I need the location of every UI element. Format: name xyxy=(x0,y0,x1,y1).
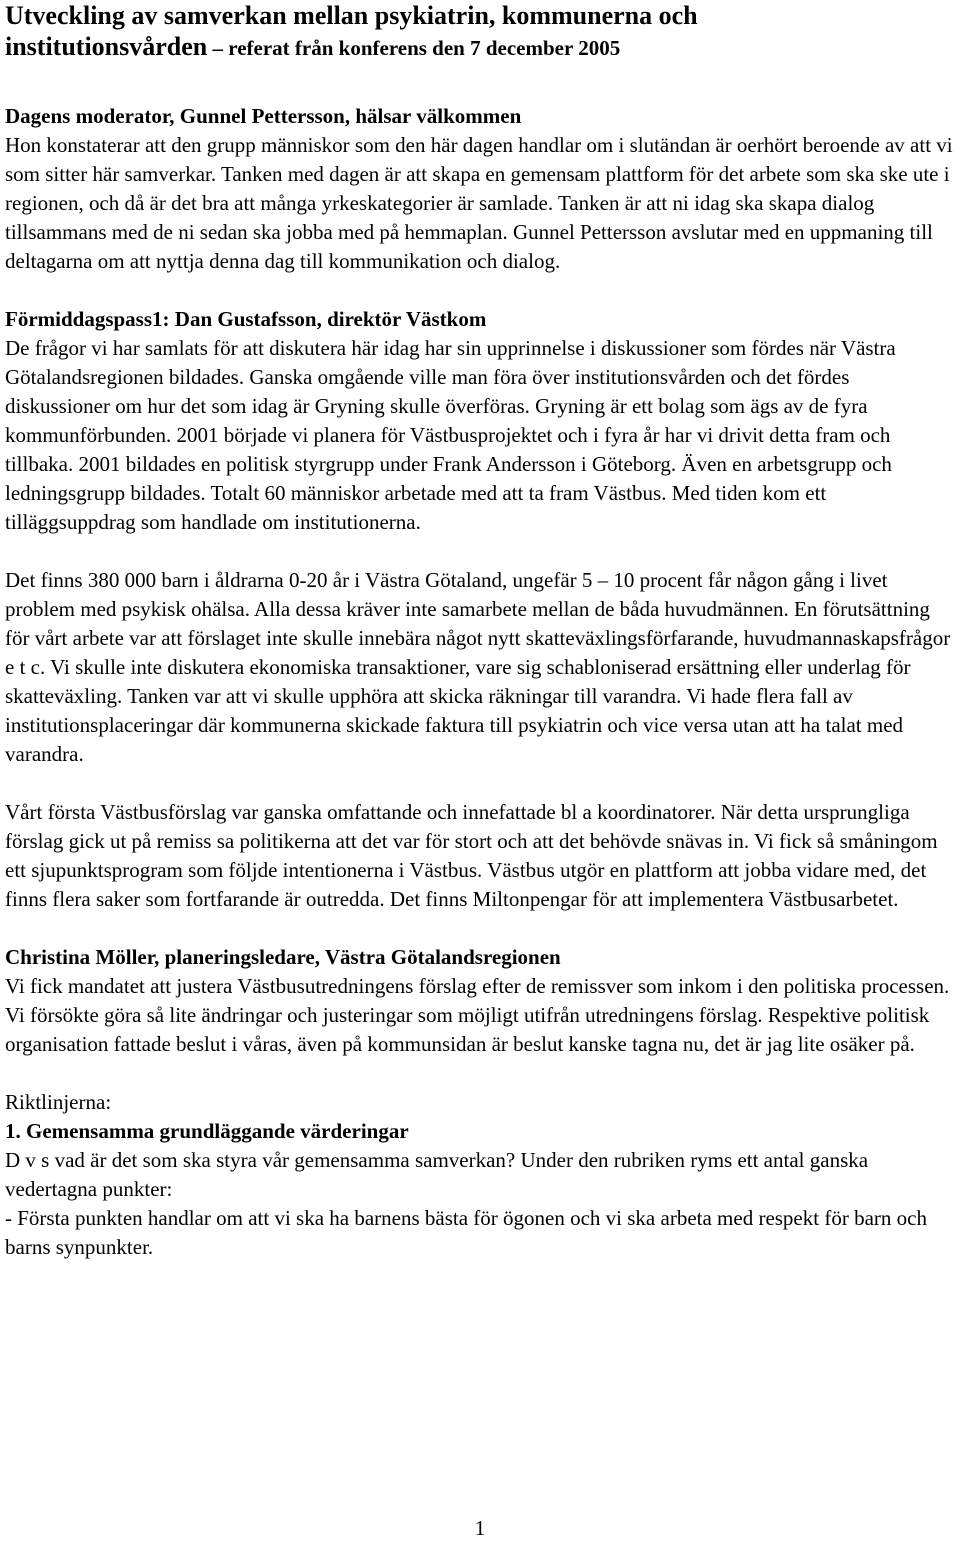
page-number: 1 xyxy=(474,1516,486,1540)
section-heading-formiddagspass: Förmiddagspass1: Dan Gustafsson, direktör Västkom xyxy=(5,307,487,331)
title-line-2-subtitle: – referat från konferens den 7 december 2005 xyxy=(207,36,621,60)
document-title xyxy=(5,0,957,64)
section-text-formiddagspass: De frågor vi har samlats för att diskutera här idag har sin upprinnelse i diskussioner som fördes när Västra Götalandsregionen bildades. Ganska omgående ville man föra över institutionsvården och det fördes diskussioner om hur det som idag är Gryning skulle överföras. Gryning är ett bolag som ägs av de fyra kommunförbunden. 2001 började vi planera för Västbusprojektet och i fyra år har vi drivit detta fram och tillbaka. 2001 bildades en politisk styrgrupp under Frank Andersson i Göteborg. Även en arbetsgrupp och ledningsgrupp bildades. Totalt 60 människor arbetade med att ta fram Västbus. Med tiden kom ett tilläggsuppdrag som handlade om institutionerna. xyxy=(5,336,896,534)
riktlinjer-item-1-bullet: - Första punkten handlar om att vi ska ha barnens bästa för ögonen och vi ska arbeta med respekt för barn och barns synpunkter. xyxy=(5,1206,927,1259)
riktlinjer-label: Riktlinjerna: xyxy=(5,1090,112,1114)
document-page xyxy=(5,0,957,1262)
section-heading-christina: Christina Möller, planeringsledare, Västra Götalandsregionen xyxy=(5,945,561,969)
paragraph-barn: Det finns 380 000 barn i åldrarna 0-20 år i Västra Götaland, ungefär 5 – 10 procent får någon gång i livet problem med psykisk ohälsa. Alla dessa kräver inte samarbete mellan de båda huvudmännen. En förutsättning för vårt arbete var att förslaget inte skulle innebära något nytt skatteväxlingsförfarande, huvudmannaskapsfrågor e t c. Vi skulle inte diskutera ekonomiska transaktioner, vare sig schabloniserad ersättning eller underlag för skatteväxling. Tanken var att vi skulle upphöra att skicka räkningar till varandra. Vi hade flera fall av institutionsplaceringar där kommunerna skickade faktura till psykiatrin och vice versa utan att ha talat med varandra. xyxy=(5,568,951,766)
paragraph-forslag: Vårt första Västbusförslag var ganska omfattande och innefattade bl a koordinatorer. När detta ursprungliga förslag gick ut på remiss sa politikerna att det var för stort och att det behövde snävas in. Vi fick så småningom ett sjupunktsprogram som följde intentionerna i Västbus. Västbus utgör en plattform att jobba vidare med, det finns flera saker som fortfarande är outredda. Det finns Miltonpengar för att implementera Västbusarbetet. xyxy=(5,800,938,911)
section-formiddagspass xyxy=(5,305,957,537)
section-text-moderator: Hon konstaterar att den grupp människor som den här dagen handlar om i slutändan är oerhört beroende av att vi som sitter här samverkar. Tanken med dagen är att skapa en gemensam plattform för det arbete som ska ske ute i regionen, och då är det bra att många yrkeskategorier är samlade. Tanken är att ni idag ska skapa dialog tillsammans med de ni sedan ska jobba med på hemmaplan. Gunnel Pettersson avslutar med en uppmaning till deltagarna om att nyttja denna dag till kommunikation och dialog. xyxy=(5,133,953,273)
section-text-christina: Vi fick mandatet att justera Västbusutredningens förslag efter de remissver som inkom i den politiska processen. Vi försökte göra så lite ändringar och justeringar som möjligt utifrån utredningens förslag. Respektive politisk organisation fattade beslut i våras, även på kommunsidan är beslut kanske tagna nu, det är jag lite osäker på. xyxy=(5,974,950,1056)
riktlinjer-item-1-text: D v s vad är det som ska styra vår gemensamma samverkan? Under den rubriken ryms ett antal ganska vedertagna punkter: xyxy=(5,1148,869,1201)
section-heading-moderator: Dagens moderator, Gunnel Pettersson, hälsar välkommen xyxy=(5,104,522,128)
title-line-2-main: institutionsvården xyxy=(5,32,208,61)
riktlinjer-item-1-heading: 1. Gemensamma grundläggande värderingar xyxy=(5,1119,409,1143)
section-riktlinjer xyxy=(5,1088,957,1262)
section-christina xyxy=(5,943,957,1059)
title-line-1: Utveckling av samverkan mellan psykiatrin, kommunerna och xyxy=(5,1,698,30)
section-moderator xyxy=(5,102,957,276)
